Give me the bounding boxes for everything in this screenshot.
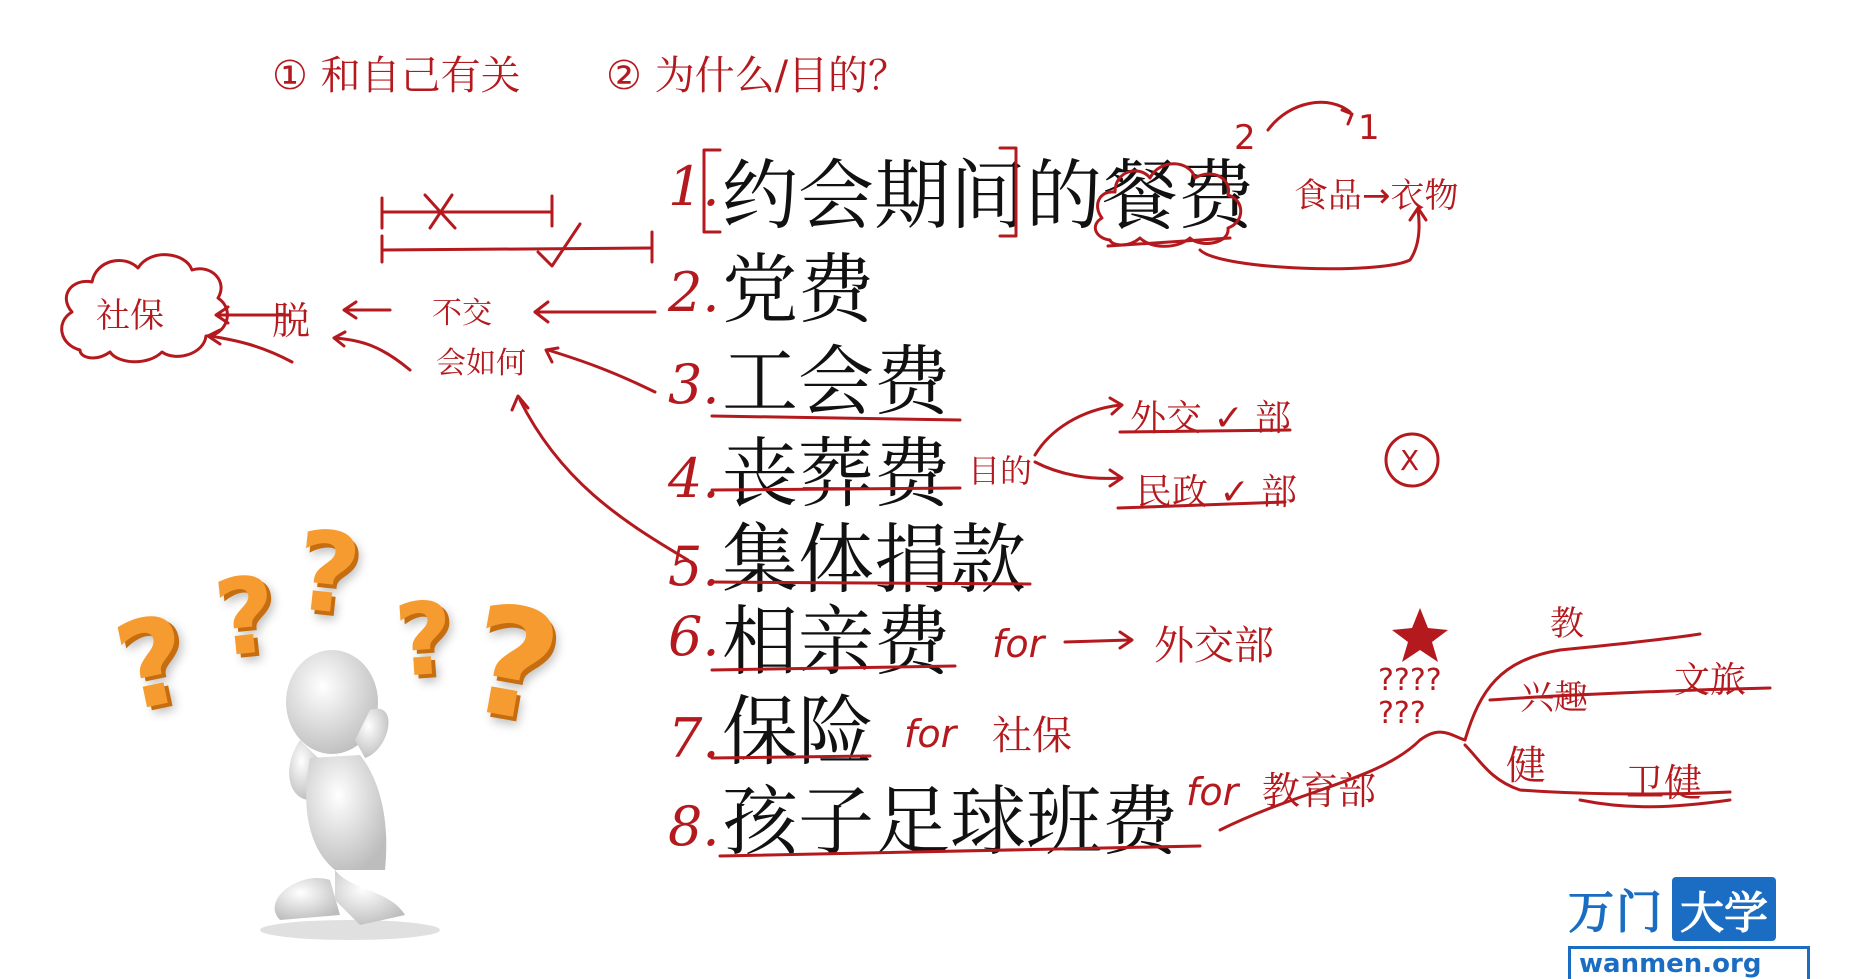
ruler-cross xyxy=(425,195,455,228)
arrow-detach-head xyxy=(216,307,228,323)
item-number-1: 1. xyxy=(668,155,720,218)
question-mark-icon: ? xyxy=(390,579,457,700)
note-question-marks: ???? ??? xyxy=(1378,663,1442,731)
ruler-top-ticks xyxy=(382,196,552,228)
question-mark-icon: ? xyxy=(104,589,202,740)
note-for-8: for xyxy=(1186,770,1239,814)
item-number-6: 6. xyxy=(668,605,720,668)
note-for-7: for xyxy=(904,712,957,756)
item-number-4: 4. xyxy=(668,447,720,510)
item-kids-football-fee: 孩子足球班费 xyxy=(722,777,1178,866)
note-step-1: 1 xyxy=(1358,108,1380,148)
note-education-ministry: 教育部 xyxy=(1262,769,1377,813)
logo-url: wanmen.org xyxy=(1568,946,1810,979)
arrow-matchmaking-head xyxy=(1120,632,1132,648)
note-step-2: 2 xyxy=(1234,118,1256,158)
note-civil-affairs: 民政 ✓ 部 xyxy=(1136,472,1298,513)
note-detach: 脱 xyxy=(272,299,311,343)
arrow-nopay-head xyxy=(344,302,356,318)
branch-foreign-head xyxy=(1110,398,1122,414)
note-will-ask: 会如何 xyxy=(436,346,526,381)
note-social-security-2: 社保 xyxy=(992,713,1072,759)
note-circled-x: X xyxy=(1400,444,1420,477)
item-number-3: 3. xyxy=(668,353,720,416)
arrow-union-to-ask xyxy=(548,350,655,392)
ruler-check xyxy=(538,224,580,266)
arrow-union-head xyxy=(546,348,558,362)
arrow-party-head xyxy=(535,302,548,322)
note-education: 教 xyxy=(1550,604,1584,644)
note-no-pay: 不交 xyxy=(432,296,492,331)
note-social-security: 社保 xyxy=(96,296,164,336)
criterion-purpose: ② 为什么/目的？ xyxy=(606,53,909,99)
arrow-ask-to-detach xyxy=(335,338,410,370)
arrow-matchmaking xyxy=(1065,640,1130,642)
arrow-donation-to-ask xyxy=(520,400,688,560)
note-health-commission: 卫健 xyxy=(1626,761,1703,805)
item-number-8: 8. xyxy=(668,795,720,858)
arrow-donation-head xyxy=(512,396,528,410)
item-dating-meals: 约会期间的餐费 xyxy=(722,151,1254,240)
item-number-2: 2. xyxy=(668,261,720,324)
ruler-bottom xyxy=(382,248,652,250)
logo-wordmark: 万门 xyxy=(1568,885,1664,939)
ruler-bottom-ticks xyxy=(382,232,652,262)
star-icon xyxy=(1392,608,1448,662)
note-for-6: for xyxy=(992,622,1045,666)
question-mark-icon: ? xyxy=(455,571,572,759)
note-interest: 兴趣 xyxy=(1520,678,1588,718)
item-number-5: 5. xyxy=(668,535,720,598)
item-matchmaking-fee: 相亲费 xyxy=(722,597,950,686)
wanmen-logo xyxy=(1568,876,1818,979)
logo-badge: 大学 xyxy=(1672,877,1776,941)
item-union-fee: 工会费 xyxy=(722,337,950,426)
item-number-7: 7. xyxy=(668,707,720,770)
note-culture-tourism: 文旅 xyxy=(1674,660,1747,701)
item-group-donation: 集体捐款 xyxy=(722,515,1026,604)
note-purpose: 目的 xyxy=(968,452,1033,490)
curve-2-to-1 xyxy=(1268,102,1350,130)
note-food-to-clothes: 食品→衣物 xyxy=(1294,176,1459,216)
branch-foreign xyxy=(1035,405,1120,455)
branch-civil-head xyxy=(1110,470,1122,486)
item-insurance: 保险 xyxy=(722,687,874,776)
note-foreign-affairs: 外交 ✓ 部 xyxy=(1130,398,1292,439)
curve-2-to-1-head xyxy=(1342,110,1352,124)
arrow-ask-head xyxy=(334,332,345,346)
note-health: 健 xyxy=(1506,743,1546,789)
item-funeral-fee: 丧葬费 xyxy=(722,429,950,518)
branch-civil xyxy=(1035,462,1120,478)
question-mark-icon: ? xyxy=(208,553,283,681)
criterion-related-to-self: ① 和自己有关 xyxy=(272,53,521,99)
note-foreign-ministry: 外交部 xyxy=(1154,623,1274,669)
question-mark-icon: ? xyxy=(289,506,367,640)
arrow-detach2-head xyxy=(208,330,220,344)
item-party-fee: 党费 xyxy=(722,245,874,334)
person-figure-icon xyxy=(240,640,460,940)
